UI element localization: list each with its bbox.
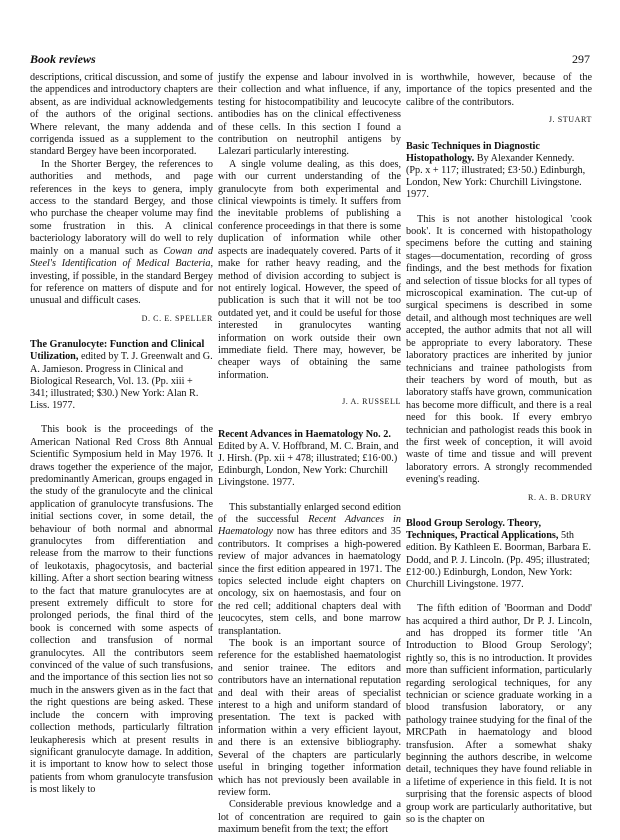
book-title-italic: Cowan and Steel's Identification of Medical Bacteria [30,245,213,270]
paragraph-text: now has three editors and 35 contributors. It comprises a high-powered review of major advances in haematology since the first edition appeared in 1971. The topics selected include eight chapters on oncology, six on haemostasis, and four on the red cell; additional chapters deal with leucocytes, stem cells, and bone marrow transplantation. [218,526,401,637]
column-left [30,72,213,797]
paragraph: justify the expense and labour involved in their collection and what influence, if any, testing for histocompatibility and leucocyte antibodies has on the clinical effectiveness of these cells. In this section I found a contribution on neutrophil antigens by Lalezari particularly interesting. [218,72,401,158]
paragraph: descriptions, critical discussion, and some of the appendices and introductory chapters are absent, as are individual acknowledgements of the authors of the original sections. Where relevant, the many addenda and corrigenda issued as a supplement to the standard Bergey have been incorporated. [30,72,213,158]
column-right [406,72,592,827]
review-book-details: By Alexander Kennedy. (Pp. x + 117; illustrated; £3·50.) Edinburgh, London, New York: Churchill Livingstone. 1977. [406,152,586,201]
reviewer-signature: D. C. E. SPELLER [141,313,213,323]
review-book-title: Basic Techniques in Diagnostic Histopathology. [406,140,540,164]
column-middle [218,72,401,837]
review-heading [30,339,213,412]
paragraph: is worthwhile, however, because of the importance of the topics presented and the calibre of the contributors. [406,72,592,108]
review-book-details: 5th edition. By Kathleen E. Boorman, Barbara E. Dodd, and P. J. Lincoln. (Pp. 495; illustrated; £12·00.) Edinburgh, London, New York: Churchill Livingstone. 1977. [406,530,592,590]
paragraph [30,159,213,308]
review-book-details: edited by T. J. Greenwalt and G. A. Jamieson. Progress in Clinical and Biological Research, Vol. 13. (Pp. xiii + 341; illustrated; $30.) New York: Alan R. Liss. 1977. [30,351,213,412]
reviewer-signature: J. STUART [548,115,592,125]
paragraph-text: This substantially enlarged second edition of the successful [218,501,401,525]
paragraph-text: , investing, if possible, in the standard Bergey for reference on matters of dispute and for unusual and difficult cases. [30,258,213,307]
review-book-details: Edited by A. V. Hoffbrand, M. C. Brain, and J. Hirsh. (Pp. xii + 478; illustrated; £16·00.) Edinburgh, London, New York: Churchill Livingstone. 1977. [218,440,399,489]
paragraph: The fifth edition of 'Boorman and Dodd' has acquired a third author, Dr P. J. Lincoln, and has dropped its former title 'An Introduction to Blood Group Serology'; rightly so, this is no introduction. It provides more than sufficient information, particularly regarding serological techniques, for any technician or science graduate working in a blood transfusion laboratory, or any pathology trainee studying for the final of the MRCPath in haematology and blood transfusion. After a somewhat shaky beginning the authors describe, in welcome detail, techniques they have found reliable in a lifetime of experience in this field. It is not surprising that the forensic aspects of blood group work are particularly authoritative, but so is the chapter on [406,603,592,826]
paragraph: This is not another histological 'cook book'. It is concerned with histopathology specimens before the cutting and staining stages—documentation, recording of gross findings, and the best methods for fixation and selection of tissue blocks for all types of microscopical examination. The cut-up of surgical specimens is described in some detail, and although most techniques are well accepted, the author admits that not all will be appropriate to every laboratory. These laboratory practices are inherited by junior technicians and trainee pathologists from their teachers by word of mouth, but as laboratory staffs have grown, communication has become more difficult, and there is a real need for this book. If every embryo technician and pathologist reads this book in the first week of conception, it will avoid waste of time and tissue and will prevent laboratory errors. A strongly recommended evening's reading. [406,213,592,486]
review-book-title: Blood Group Serology. Theory, Techniques, Practical Applications, [406,517,559,542]
paragraph: The book is an important source of reference for the established haematologist and senior trainee. The editors and contributors have an international reputation and deal with their areas of specialist interest to a high and uniform standard of presentation. The text is packed with information within a very efficient layout, and there is an extensive bibliography. Several of the chapters are particularly useful in bringing together information which has not previously been available in review form. [218,638,401,798]
reviewer-signature: J. A. RUSSELL [342,397,401,407]
paragraph [218,502,401,638]
page-header [30,52,590,72]
review-heading [406,518,592,591]
review-heading [218,429,401,490]
review-heading [406,141,592,202]
review-book-title: Recent Advances in Haematology No. 2. [218,428,391,440]
running-title: Book reviews [30,52,96,66]
reviewer-signature: R. A. B. DRURY [528,492,592,502]
paragraph: A single volume dealing, as this does, with our current understanding of the granulocyte from both experimental and clinical viewpoints is timely. It suffers from the inevitable problems of publishing a conference proceedings in that there is some duplication of information while other aspects are inadequately covered. Parts of it make for rather heavy reading, and the method of division according to subject is not entirely logical. However, the speed of publication is such that it will not be too outdated yet, and it could be useful for those interested in granulocytes wanting information on work outside their own immediate field. There may, however, be cheaper ways of obtaining the same information. [218,158,401,381]
page-number: 297 [572,52,590,66]
paragraph-text: In the Shorter Bergey, the references to authorities and methods, and page references in the keys to genera, imply access to the standard Bergey, and those who purchase the cheaper volume may find some frustration in this. A clinical bacteriology laboratory will do well to rely mainly on a manual such as [30,158,213,257]
paragraph: This book is the proceedings of the American National Red Cross 8th Annual Scientific Symposium held in May 1976. It draws together the experience of the major, predominantly American, groups engaged in the study of the granulocyte and the clinical application of granulocyte transfusions. The initial sections cover, in some detail, the behaviour of both normal and abnormal granulocytes from differentiation and release from the marrow to their functions of leukotaxis, phagocytosis, and bacterial killing. After a short section bearing witness to the fact that mature granulocytes are at present extremely difficult to store for prolonged periods, the final third of the book is concerned with some aspects of collection and transfusion of normal granulocytes. All the contributors seem convinced of the value of such transfusions, and the importance of this section lies not so much in the answers given as in the fact that the right questions are being asked. These include the concern with improving collection methods, particularly filtration leukapheresis which at present results in significant granulocyte damage. In addition, it is important to know how to select those patients from whom granulocyte transfusion is most likely to [30,424,213,796]
review-book-title: The Granulocyte: Function and Clinical Utilization, [30,339,205,363]
paragraph: Considerable previous knowledge and a lot of concentration are required to gain maximum benefit from the text; the effort [218,799,401,836]
book-title-italic: Recent Advances in Haematology [218,513,401,538]
